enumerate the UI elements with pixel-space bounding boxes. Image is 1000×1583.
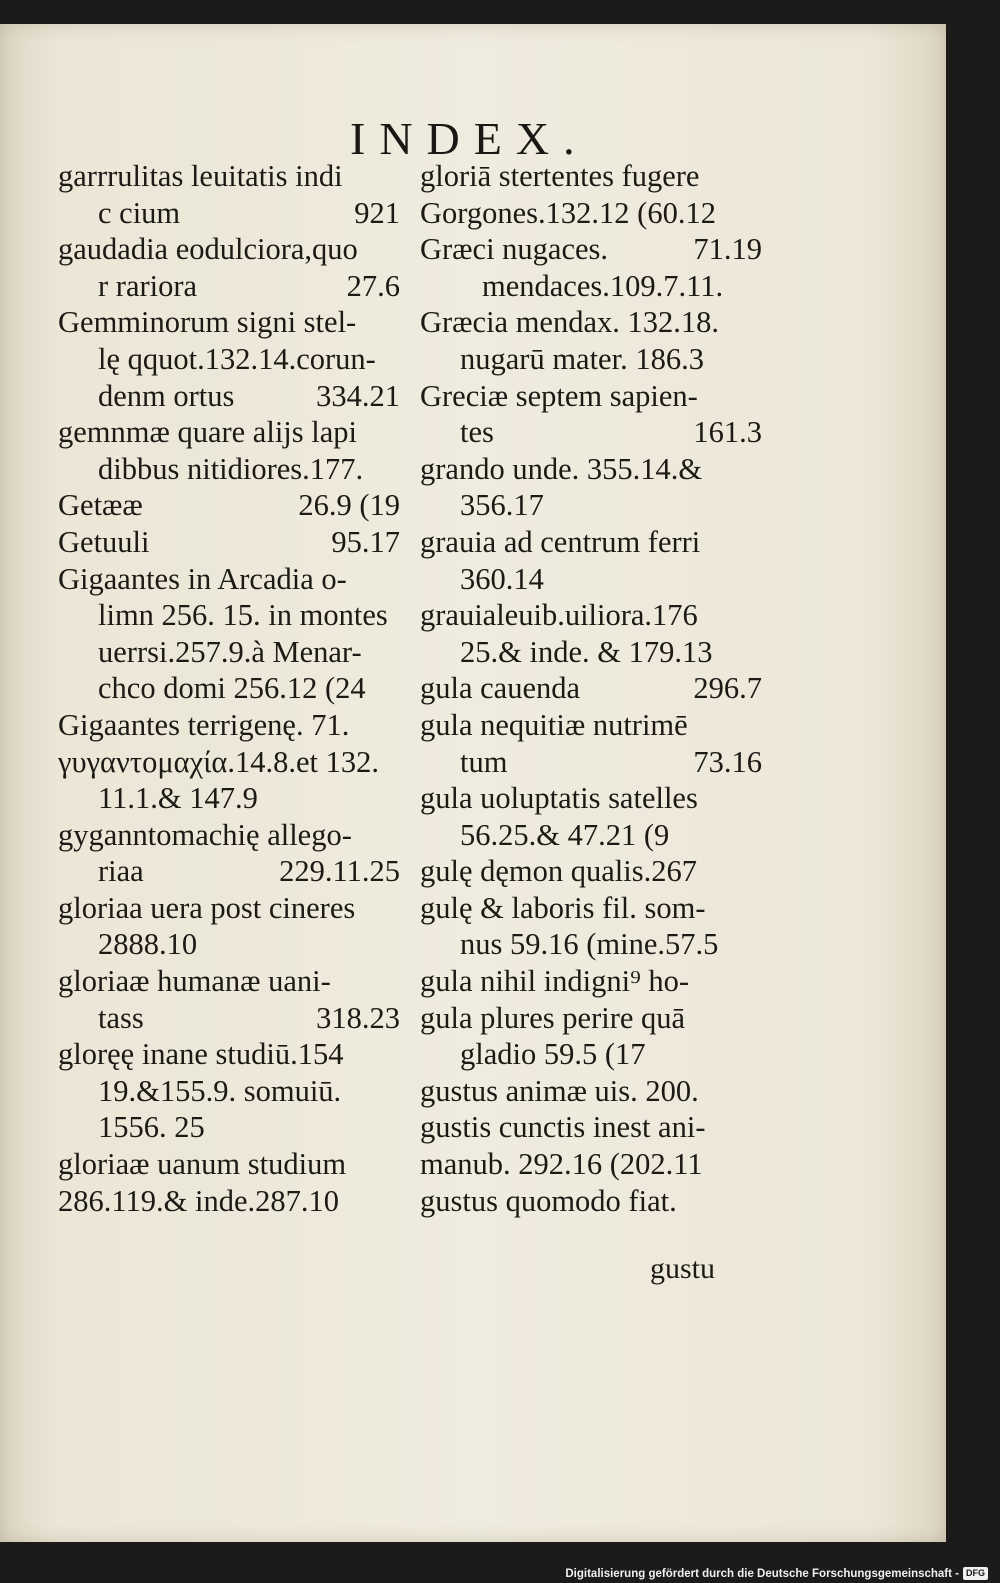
index-entry — [420, 1036, 762, 1073]
index-entry — [420, 268, 762, 305]
index-entry-text: c cium — [98, 195, 181, 230]
index-entry-text: manub. 292.16 (202.11 — [420, 1147, 703, 1182]
index-entry-text: 11.1.& 147.9 — [98, 781, 258, 816]
digitization-footer — [565, 1567, 988, 1580]
index-entry — [420, 451, 762, 488]
index-entry — [58, 231, 400, 268]
index-entry-text: dibbus nitidiores.177. — [98, 451, 364, 486]
index-entry — [58, 1073, 400, 1110]
index-entry-text: Gemminorum signi stel- — [58, 305, 357, 340]
index-entry-text: grauialeuib.uiliora.176 — [420, 598, 698, 633]
index-entry — [420, 378, 762, 415]
index-entry-text: Greciæ septem sapien- — [420, 378, 698, 413]
index-column-right — [420, 158, 762, 1219]
index-entry — [58, 487, 400, 524]
index-entry-text: Gorgones.132.12 (60.12 — [420, 195, 716, 230]
index-entry-text: grando unde. 355.14.& — [420, 451, 703, 486]
index-entry-page-ref: 921 — [354, 195, 400, 230]
index-entry-page-ref: 334.21 — [316, 378, 400, 413]
index-entry-text: gulę dęmon qualis.267 — [420, 854, 698, 889]
index-entry — [58, 744, 400, 781]
index-entry-text: 2888.10 — [98, 927, 198, 962]
index-entry — [58, 1109, 400, 1146]
index-entry — [58, 817, 400, 854]
index-entry-text: Getææ — [58, 488, 143, 523]
index-entry-text: garrrulitas leuitatis indi — [58, 159, 343, 193]
index-entry-page-ref: 73.16 — [693, 744, 762, 779]
index-entry — [420, 1183, 762, 1220]
index-entry — [420, 817, 762, 854]
index-entry-page-ref: 95.17 — [331, 524, 400, 559]
index-entry-text: gula plures perire quā — [420, 1000, 686, 1035]
index-entry-text: mendaces.109.7.11. — [482, 268, 724, 303]
index-entry-text: gloriā stertentes fugere — [420, 159, 700, 193]
index-entry-text: gloriaæ humanæ uani- — [58, 964, 331, 999]
index-entry-text: γυγαντομαχία.14.8.et 132. — [58, 744, 380, 779]
index-entry — [58, 890, 400, 927]
index-entry-text: tum — [460, 744, 508, 779]
index-entry — [58, 195, 400, 232]
index-entry — [58, 1000, 400, 1037]
index-entry-text: uerrsi.257.9.à Menar- — [98, 634, 362, 669]
catchword: gustu — [650, 1252, 716, 1285]
index-entry — [420, 195, 762, 232]
index-entry-text: gula uoluptatis satelles — [420, 781, 698, 816]
index-entry — [58, 963, 400, 1000]
index-entry-text: 286.119.& inde.287.10 — [58, 1183, 339, 1218]
index-entry-text: 356.17 — [460, 488, 544, 523]
index-entry — [420, 890, 762, 927]
index-entry-text: gaudadia eodulciora,quo — [58, 232, 358, 267]
index-entry-text: riaa — [98, 854, 144, 889]
index-entry — [420, 487, 762, 524]
footer-text: Digitalisierung gefördert durch die Deutsche Forschungsgemeinschaft - — [565, 1567, 959, 1580]
index-entry — [420, 1073, 762, 1110]
index-entry-text: Getuuli — [58, 524, 150, 559]
index-entry-text: 25.& inde. & 179.13 — [460, 634, 713, 669]
index-entry — [420, 853, 762, 890]
index-entry-text: lę qquot.132.14.corun- — [98, 341, 376, 376]
index-entry-page-ref: 27.6 — [346, 268, 400, 303]
index-entry-text: gustus quomodo fiat. — [420, 1183, 677, 1218]
index-entry-text: tass — [98, 1000, 144, 1035]
index-entry — [420, 341, 762, 378]
index-entry-page-ref: 296.7 — [693, 671, 762, 706]
index-entry-text: Gigaantes terrigenę. 71. — [58, 707, 350, 742]
index-entry — [420, 304, 762, 341]
index-entry-text: 56.25.& 47.21 (9 — [460, 817, 670, 852]
index-entry — [58, 1036, 400, 1073]
index-entry — [420, 1109, 762, 1146]
index-entry-text: tes — [460, 415, 494, 450]
index-entry-text: 1556. 25 — [98, 1110, 205, 1145]
index-entry-text: chco domi 256.12 (24 — [98, 671, 366, 706]
index-entry-text: Græci nugaces. — [420, 232, 609, 267]
index-entry — [420, 744, 762, 781]
index-entry — [420, 561, 762, 598]
index-entry — [420, 926, 762, 963]
index-entry-text: nugarū mater. 186.3 — [460, 341, 704, 376]
index-entry — [420, 597, 762, 634]
index-entry-text: Græcia mendax. 132.18. — [420, 305, 719, 340]
index-entry-page-ref: 161.3 — [693, 415, 762, 450]
index-entry-page-ref: 229.11.25 — [279, 854, 400, 889]
index-entry-text: grauia ad centrum ferri — [420, 524, 701, 559]
page-header-index: INDEX. — [350, 113, 589, 164]
index-entry — [58, 451, 400, 488]
index-entry-text: gulę & laboris fil. som- — [420, 890, 706, 925]
index-entry — [420, 670, 762, 707]
index-entry — [58, 378, 400, 415]
index-entry-text: limn 256. 15. in montes — [98, 598, 388, 633]
index-entry-text: nus 59.16 (mine.57.5 — [460, 927, 719, 962]
index-entry-page-ref: 26.9 (19 — [298, 488, 400, 523]
index-entry-text: gloręę inane studiū.154 — [58, 1037, 344, 1072]
index-entry — [58, 670, 400, 707]
index-entry — [420, 780, 762, 817]
index-entry — [58, 341, 400, 378]
index-entry-text: gladio 59.5 (17 — [460, 1037, 646, 1072]
index-entry-text: r rariora — [98, 268, 198, 303]
index-entry-page-ref: 71.19 — [693, 232, 762, 267]
index-entry — [58, 1183, 400, 1220]
index-column-left — [58, 158, 400, 1219]
index-entry-text: gula cauenda — [420, 671, 581, 706]
index-entry — [420, 158, 762, 195]
index-entry — [58, 304, 400, 341]
dfg-logo-icon: DFG — [963, 1567, 988, 1580]
index-entry — [420, 1146, 762, 1183]
index-entry — [58, 926, 400, 963]
index-entry — [58, 1146, 400, 1183]
index-entry-text: gloriaæ uanum studium — [58, 1147, 347, 1182]
index-entry — [420, 707, 762, 744]
index-entry-text: gloriaa uera post cineres — [58, 890, 356, 925]
index-entry-page-ref: 318.23 — [316, 1000, 400, 1035]
index-entry — [420, 963, 762, 1000]
index-entry-text: 19.&155.9. somuiū. — [98, 1073, 342, 1108]
index-entry — [58, 268, 400, 305]
index-entry-text: gula nihil indigni⁹ ho- — [420, 964, 690, 999]
index-entry — [420, 231, 762, 268]
index-entry — [58, 414, 400, 451]
index-entry-text: denm ortus — [98, 378, 235, 413]
index-entry-text: gyganntomachię allego- — [58, 817, 352, 852]
index-entry — [58, 158, 400, 195]
index-entry-text: 360.14 — [460, 561, 544, 596]
index-entry — [58, 707, 400, 744]
index-entry-text: gustis cunctis inest ani- — [420, 1110, 706, 1145]
index-entry-text: Gigaantes in Arcadia o- — [58, 561, 347, 596]
index-entry — [58, 597, 400, 634]
index-entry — [420, 414, 762, 451]
index-entry — [58, 524, 400, 561]
index-entry — [420, 524, 762, 561]
index-entry — [420, 634, 762, 671]
index-entry — [58, 780, 400, 817]
index-entry — [58, 561, 400, 598]
index-entry — [58, 634, 400, 671]
index-entry — [420, 1000, 762, 1037]
index-entry — [58, 853, 400, 890]
index-entry-text: gemnmæ quare alijs lapi — [58, 415, 357, 450]
index-entry-text: gustus animæ uis. 200. — [420, 1073, 699, 1108]
index-entry-text: gula nequitiæ nutrimē — [420, 707, 688, 742]
